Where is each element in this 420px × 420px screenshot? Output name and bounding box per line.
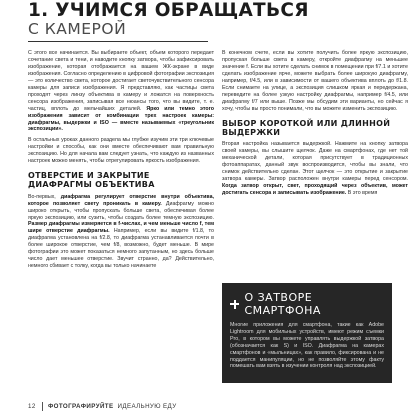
aperture-bold-2: Размер диафрагмы измеряется в f-числах, и чем меньше число f, тем шире отверстие диафрагмы.	[28, 221, 214, 235]
shutter-bold-text: Когда затвор открыт, свет, проходящий через объектив, может достигать сенсора и записывать изображение.	[222, 182, 408, 196]
right-column	[222, 50, 408, 197]
shutter-paragraph	[222, 141, 408, 197]
footer-book-title-bold: ФОТОГРАФИРУЙТЕ	[48, 403, 114, 410]
sidebar-title-text: О ЗАТВОРЕ СМАРТФОНА	[244, 291, 321, 317]
aperture-bold-1: диафрагма регулирует отверстие внутри объектива, которое позволяет свету проникать в камеру.	[28, 193, 215, 207]
page-number: 12	[28, 403, 36, 410]
left-column	[28, 50, 214, 270]
aperture-summary-paragraph: В конечном счете, если вы хотите получить более яркую экспозицию, пропуская больше света в камеру, откройте диафрагму на меньшее значение f. Если вы хотите сделать снимок в помещении при f/7.1 и хотите сделать изображение ярче, можете выбрать более широкую диафрагму, например, f/4.5, или в зависимости от вашего объектива вплоть до f/1.8. Если снимаете на улице, а экспозиция слишком яркая и передержана, переведите на более узкую настройку диафрагмы, например f/4.5, или диафрагму f/7 или выше. Позже мы обсудим эти варианты, но сейчас я хочу, чтобы вы просто понимали, что вы можете изменить экспозицию.	[222, 50, 408, 112]
sidebar-title	[230, 291, 384, 317]
intro-bold-text: Ярко или темно этого изображения зависит от комбинации трех настроек камеры: диафрагмы, выдержки и ISO — вместе называемых «треугольник экспозиции».	[28, 105, 214, 133]
shutter-heading: ВЫБОР КОРОТКОЙ ИЛИ ДЛИННОЙ ВЫДЕРЖКИ	[222, 118, 391, 137]
aperture-text-end: Например, если вы видите f/1.8, то диафрагма установлена на f/2.8, то диафрагма устанавливается почти в более широкое отверстие, чем f/8, возможно, будет меньше. В мире фотографии это может показаться немного запутанным, но здесь больше число дает меньшее отверстие. Звучит странно, да? Действительно, немного сбивает с толку, когда вы только начинаете	[28, 228, 214, 270]
shutter-text-end: В это время	[346, 189, 378, 196]
shutter-text: Вторая настройка называется выдержкой. Нажмите на кнопку затвора своей камеры, вы слышите щелчок. Даже на смартфонах, где нет той механической детали, которая присутствует в традиционных фотоаппаратах, данный звук воспроизводится, чтобы вы знали, что снимок действительно сделан. Этот щелчок — это открытие и закрытие затвора камеры. Затвор расположен внутри камеры перед сенсором.	[222, 140, 408, 182]
chapter-title: 1. УЧИМСЯ ОБРАЩАТЬСЯ	[28, 0, 309, 21]
footer-book-title: ИДЕАЛЬНУЮ ЕДУ	[117, 403, 177, 410]
footer-separator	[42, 402, 43, 411]
aperture-heading: ОТВЕРСТИЕ И ЗАКРЫТИЕ ДИАФРАГМЫ ОБЪЕКТИВА	[28, 171, 155, 190]
aperture-text-start: Во-первых,	[28, 193, 61, 200]
plus-icon	[230, 300, 238, 309]
aperture-paragraph	[28, 194, 214, 270]
aperture-text-mid: Диафрагму можно широко открыть, чтобы пропускать больше света, обеспечивая более яркую экспозицию, или сузить, чтобы создать более темную экспозицию.	[28, 200, 214, 221]
page-footer	[28, 402, 177, 411]
intro-text: С этого все начинается. Вы выбираете объект, объем которого передает сочетание света и тени, и наводите кнопку затвора, чтобы зафиксировать изображение, которая отображается на вашем ЖК-экране в виде изображения. Согласно определению в цифровой фотографии экспозиция — это количество света, которое достигает светочувствительного сенсора камеры для записи изображения. Я представляю, как частицы света проходят через линзу объектива в камеру и ложатся на поверхность сенсора изображения, записывая все нюансы того, что вы видите, т. е. частиц, вплоть до мельчайших деталей.	[28, 50, 214, 112]
lessons-paragraph: В остальных уроках данного раздела мы глубже изучим эти три ключевые настройки и способы, как они вместе обеспечивают вам правильную экспозицию. Но для начала вам следует узнать, что каждую из названных настроек можно менять, чтобы отрегулировать яркость изображения.	[28, 137, 214, 165]
smartphone-shutter-sidebar	[222, 283, 392, 383]
sidebar-body: Многие приложения для смартфона, такие как Adobe Lightroom для мобильных устройств, имеют режим съемки Pro, в котором вы можете управлять выдержкой затвора (обозначается как S) и ISO. Диафрагма на камерах смартфонов и «мыльницах», как правило, фиксирована и не поддается манипуляции, но не позволяйте этому факту помешать вам взять в изучении контроля над экспозицией.	[230, 322, 384, 370]
intro-paragraph	[28, 50, 214, 133]
title-divider	[28, 41, 208, 42]
chapter-subtitle: С КАМЕРОЙ	[28, 20, 127, 38]
